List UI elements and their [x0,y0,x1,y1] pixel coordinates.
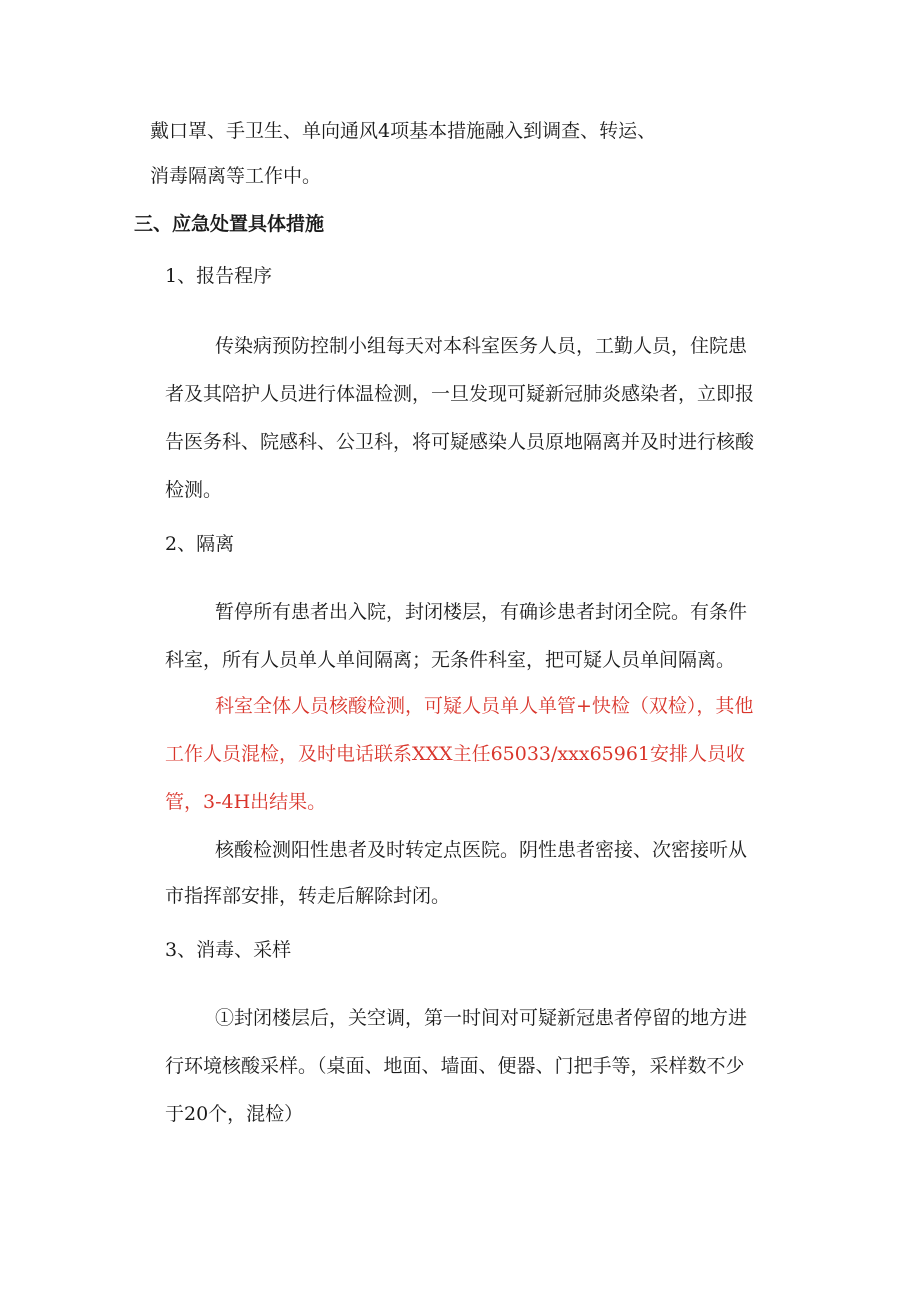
section-heading: 三、应急处置具体措施 [134,213,325,235]
subsection-3-line-3: 于20个，混检） [165,1103,304,1125]
red-notice-line-2: 工作人员混检，及时电话联系XXX主任65033/xxx65961安排人员收 [165,743,746,765]
intro-line-2: 消毒隔离等工作中。 [150,165,322,187]
subsection-2-heading: 2、隔离 [165,533,235,555]
red-notice-line-3: 管，3-4H出结果。 [165,791,327,813]
subsection-1-line-3: 告医务科、院感科、公卫科，将可疑感染人员原地隔离并及时进行核酸 [165,431,755,453]
intro-line-1: 戴口罩、手卫生、单向通风4项基本措施融入到调查、转运、 [150,120,657,142]
subsection-2-para1-line-2: 科室，所有人员单人单间隔离；无条件科室，把可疑人员单间隔离。 [165,649,736,671]
subsection-3-line-2: 行环境核酸采样。（桌面、地面、墙面、便器、门把手等，采样数不少 [165,1055,745,1077]
subsection-2-para3-line-2: 市指挥部安排，转走后解除封闭。 [165,885,451,907]
subsection-1-heading: 1、报告程序 [165,265,273,287]
red-notice-line-1: 科室全体人员核酸检测，可疑人员单人单管+快检（双检），其他 [215,695,754,717]
subsection-2-para3-line-1: 核酸检测阳性患者及时转定点医院。阴性患者密接、次密接听从 [215,839,748,861]
subsection-2-para1-line-1: 暂停所有患者出入院，封闭楼层，有确诊患者封闭全院。有条件 [215,601,748,623]
subsection-3-line-1: ①封闭楼层后，关空调，第一时间对可疑新冠患者停留的地方进 [215,1007,748,1029]
subsection-3-heading: 3、消毒、采样 [165,939,292,961]
subsection-1-line-2: 者及其陪护人员进行体温检测，一旦发现可疑新冠肺炎感染者，立即报 [165,383,755,405]
subsection-1-line-4: 检测。 [165,479,223,501]
subsection-1-line-1: 传染病预防控制小组每天对本科室医务人员，工勤人员，住院患 [215,335,748,357]
